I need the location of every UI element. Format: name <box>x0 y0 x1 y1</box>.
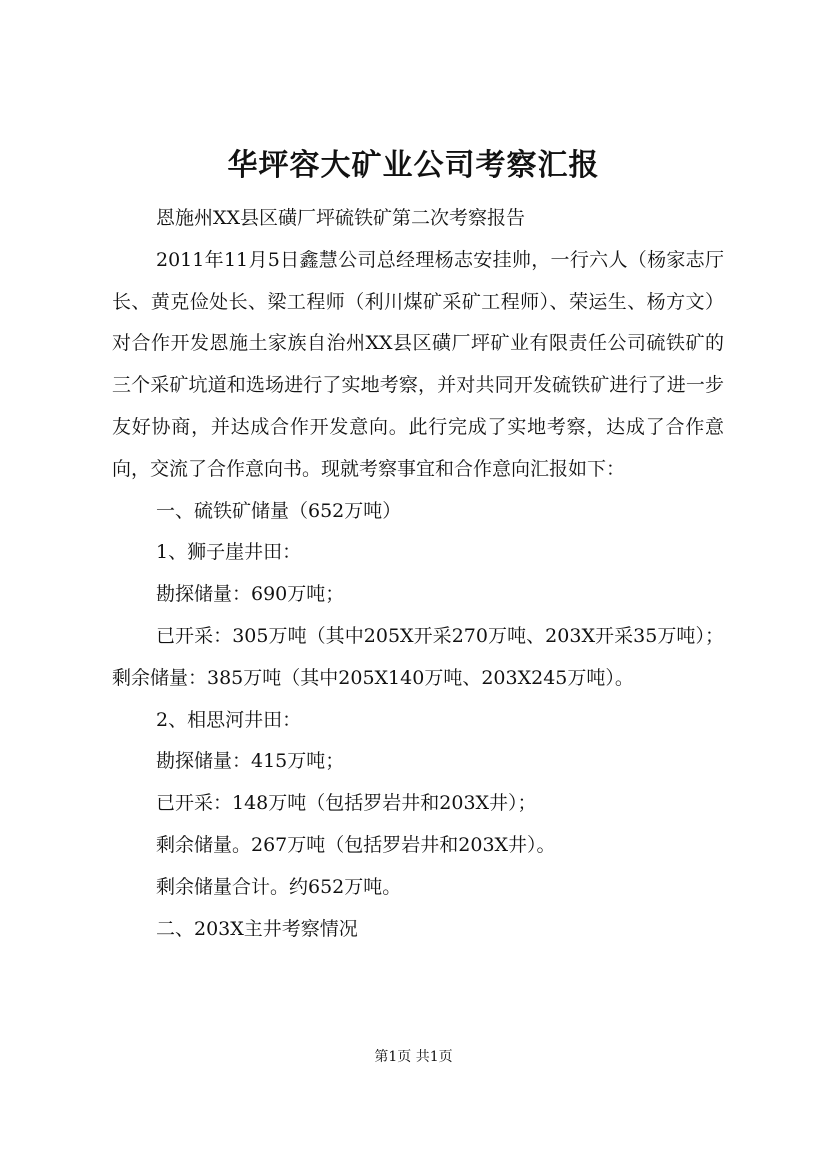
subsection-shiziya: 1、狮子崖井田： <box>156 541 302 564</box>
section-heading-reserves: 一、硫铁矿储量（652万吨） <box>156 499 402 522</box>
paragraph-shiziya-explored: 勘探储量：690万吨； <box>156 583 345 606</box>
paragraph-shiziya-mined: 已开采：305万吨（其中205X开采270万吨、203X开采35万吨）；剩余储量：385万吨（其中205X140万吨、203X245万吨）。 <box>112 624 724 689</box>
paragraph-report-name: 恩施州XX县区磺厂坪硫铁矿第二次考察报告 <box>156 207 526 229</box>
page-title: 华坪容大矿业公司考察汇报 <box>227 148 600 183</box>
paragraph-xiangsihe-explored: 勘探储量：415万吨； <box>156 750 345 773</box>
paragraph-xiangsihe-remaining: 剩余储量。267万吨（包括罗岩井和203X井）。 <box>156 833 556 856</box>
section-heading-main-shaft: 二、203X主井考察情况 <box>156 917 358 940</box>
subsection-xiangsihe: 2、相思河井田： <box>156 708 302 731</box>
paragraph-total-remaining: 剩余储量合计。约652万吨。 <box>156 875 402 898</box>
page-number-footer: 第1页 共1页 <box>374 1049 453 1065</box>
paragraph-xiangsihe-mined: 已开采：148万吨（包括罗岩井和203X井）； <box>156 792 537 815</box>
document-body <box>112 198 724 950</box>
paragraph-intro: 2011年11月5日鑫慧公司总经理杨志安挂帅，一行六人（杨家志厅长、黄克俭处长、梁工程师（利川煤矿采矿工程师）、荣运生、杨方文）对合作开发恩施土家族自治州XX县区磺厂坪矿业有限责任公司硫铁矿的三个采矿坑道和选场进行了实地考察，并对共同开发硫铁矿进行了进一步友好协商，并达成合作开发意向。此行完成了实地考察，达成了合作意向，交流了合作意向书。现就考察事宜和合作意向汇报如下： <box>112 248 724 480</box>
